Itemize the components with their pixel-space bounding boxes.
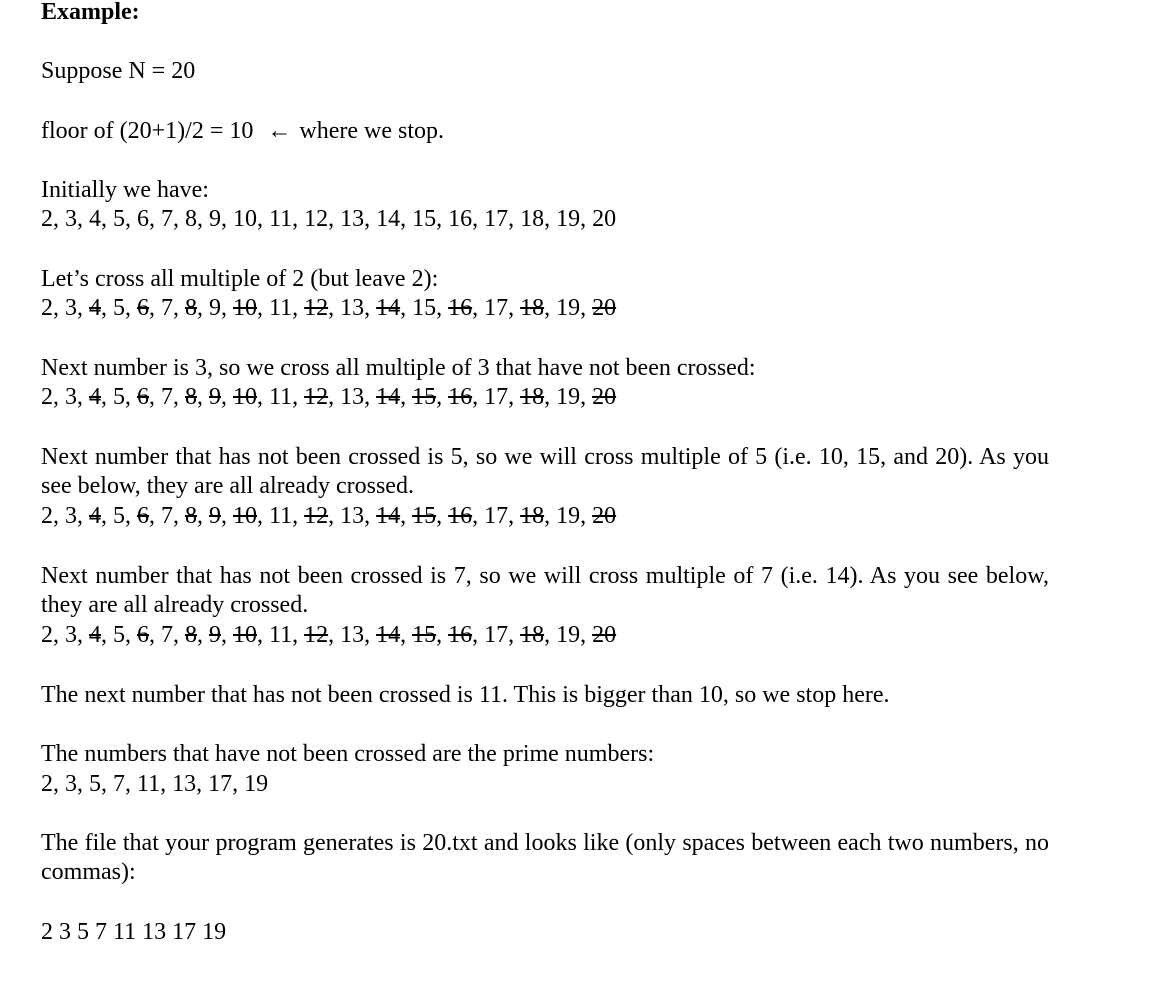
crossed-number: 6 [137,295,149,321]
crossed-number: 10 [233,503,257,529]
number: 11 [269,622,293,648]
crossed-number: 12 [304,295,329,321]
number: 17 [484,384,509,410]
crossed-number: 20 [592,295,617,321]
crossed-number: 9 [209,622,221,648]
crossed-number: 15 [412,503,437,529]
file-description: The file that your program generates is 20.txt and looks like (only spaces between each two numbers, no commas): [41,830,1049,885]
crossed-number: 18 [520,384,545,410]
number: 17 [484,622,509,648]
number: 7 [161,295,173,321]
step3-text: Next number is 3, so we cross all multiple of 3 that have not been crossed: [41,355,756,381]
number-row-after-2: 2, 3, 4, 5, 6, 7, 8, 9, 10, 11, 12, 13, 14, 15, 16, 17, 18, 19, 20 [41,295,617,321]
primes-intro: The numbers that have not been crossed are the prime numbers: [41,741,655,767]
crossed-number: 9 [209,503,221,529]
suppose-line: Suppose N = 20 [41,58,196,84]
number: 5 [113,295,125,321]
number: 17 [484,503,509,529]
crossed-number: 15 [412,622,437,648]
file-output: 2 3 5 7 11 13 17 19 [41,919,227,945]
crossed-number: 6 [137,384,149,410]
initial-numbers: 2, 3, 4, 5, 6, 7, 8, 9, 10, 11, 12, 13, 14, 15, 16, 17, 18, 19, 20 [41,206,617,232]
floor-line [41,116,444,146]
crossed-number: 10 [233,295,257,321]
initially-label: Initially we have: [41,177,209,203]
number: 5 [113,384,125,410]
number: 9 [209,295,221,321]
crossed-number: 12 [304,384,329,410]
number: 2 [41,503,53,529]
number: 2 [41,295,53,321]
number: 13 [340,503,365,529]
step5-text: Next number that has not been crossed is 5, so we will cross multiple of 5 (i.e. 10, 15, and 20). As you see below, they are all already crossed. [41,444,1049,499]
example-heading: Example: [41,0,140,25]
crossed-number: 8 [185,295,197,321]
number: 3 [65,295,77,321]
number: 19 [556,295,581,321]
crossed-number: 20 [592,384,617,410]
crossed-number: 16 [448,384,473,410]
crossed-number: 20 [592,503,617,529]
crossed-number: 6 [137,503,149,529]
crossed-number: 16 [448,503,473,529]
number: 11 [269,384,293,410]
left-arrow-icon: ← [267,118,292,144]
number: 5 [113,503,125,529]
step7-text: Next number that has not been crossed is 7, so we will cross multiple of 7 (i.e. 14). As you see below, they are all already crossed. [41,563,1049,618]
crossed-number: 4 [89,622,101,648]
number: 3 [65,503,77,529]
number: 19 [556,622,581,648]
crossed-number: 15 [412,384,437,410]
crossed-number: 14 [376,295,401,321]
number: 7 [161,622,173,648]
number-row-after-3: 2, 3, 4, 5, 6, 7, 8, 9, 10, 11, 12, 13, 14, 15, 16, 17, 18, 19, 20 [41,384,617,410]
number: 5 [113,622,125,648]
number: 13 [340,295,365,321]
number: 7 [161,384,173,410]
number: 15 [412,295,437,321]
crossed-number: 14 [376,384,401,410]
step2-text: Let’s cross all multiple of 2 (but leave 2): [41,266,439,292]
crossed-number: 8 [185,622,197,648]
number: 13 [340,384,365,410]
number: 19 [556,384,581,410]
number-row-after-5: 2, 3, 4, 5, 6, 7, 8, 9, 10, 11, 12, 13, 14, 15, 16, 17, 18, 19, 20 [41,503,617,529]
crossed-number: 4 [89,503,101,529]
number-row-after-7: 2, 3, 4, 5, 6, 7, 8, 9, 10, 11, 12, 13, 14, 15, 16, 17, 18, 19, 20 [41,622,617,648]
crossed-number: 12 [304,503,329,529]
crossed-number: 18 [520,503,545,529]
number: 13 [340,622,365,648]
crossed-number: 12 [304,622,329,648]
primes-list: 2, 3, 5, 7, 11, 13, 17, 19 [41,771,269,797]
crossed-number: 9 [209,384,221,410]
number: 3 [65,384,77,410]
crossed-number: 10 [233,622,257,648]
crossed-number: 14 [376,622,401,648]
crossed-number: 16 [448,295,473,321]
crossed-number: 14 [376,503,401,529]
number: 3 [65,622,77,648]
crossed-number: 4 [89,295,101,321]
number: 11 [269,503,293,529]
number: 7 [161,503,173,529]
floor-text: floor of (20+1)/2 = 10 [41,118,254,144]
number: 2 [41,622,53,648]
stop-sentence: The next number that has not been crossed is 11. This is bigger than 10, so we stop here. [41,682,890,708]
number: 19 [556,503,581,529]
crossed-number: 18 [520,622,545,648]
crossed-number: 16 [448,622,473,648]
crossed-number: 8 [185,384,197,410]
number: 11 [269,295,293,321]
crossed-number: 18 [520,295,545,321]
crossed-number: 20 [592,622,617,648]
crossed-number: 8 [185,503,197,529]
number: 2 [41,384,53,410]
crossed-number: 10 [233,384,257,410]
stop-text: where we stop. [299,118,444,144]
crossed-number: 4 [89,384,101,410]
number: 17 [484,295,509,321]
crossed-number: 6 [137,622,149,648]
